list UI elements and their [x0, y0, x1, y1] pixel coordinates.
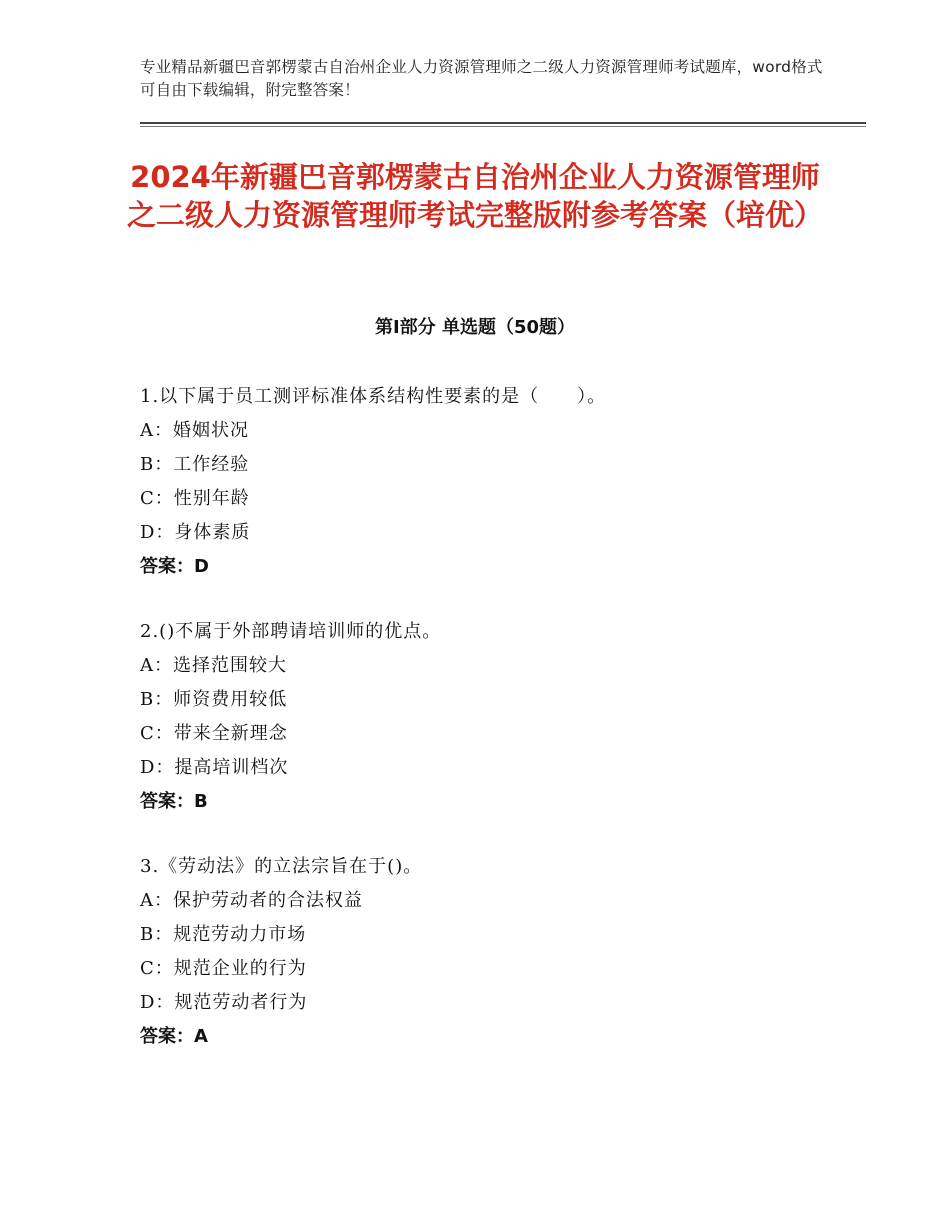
- option-b: B：规范劳动力市场: [140, 924, 307, 945]
- section-title: 第Ⅰ部分 单选题（50题）: [374, 317, 575, 338]
- answer: 答案：D: [140, 556, 209, 577]
- option-c: C：规范企业的行为: [140, 958, 307, 979]
- option-a: A：保护劳动者的合法权益: [140, 890, 363, 911]
- option-a: A：选择范围较大: [140, 655, 287, 676]
- option-d: D：身体素质: [140, 522, 251, 543]
- option-b: B：师资费用较低: [140, 689, 288, 710]
- answer: 答案：A: [140, 1026, 208, 1047]
- question-2: [140, 615, 860, 819]
- option-a: A：婚姻状况: [140, 420, 249, 441]
- option-d: D：规范劳动者行为: [140, 992, 308, 1013]
- question-list: [140, 380, 860, 1085]
- header-note: 专业精品新疆巴音郭楞蒙古自治州企业人力资源管理师之二级人力资源管理师考试题库，word格式可自由下载编辑，附完整答案！: [140, 58, 823, 99]
- question-stem: 2.()不属于外部聘请培训师的优点。: [140, 621, 442, 642]
- question-stem: 3.《劳动法》的立法宗旨在于()。: [140, 856, 423, 877]
- question-1: [140, 380, 860, 584]
- header-divider-thick: [140, 122, 866, 124]
- document-title: 2024年新疆巴音郭楞蒙古自治州企业人力资源管理师之二级人力资源管理师考试完整版附参考答案（培优）: [126, 160, 823, 232]
- option-b: B：工作经验: [140, 454, 250, 475]
- option-d: D：提高培训档次: [140, 757, 289, 778]
- question-stem: 1.以下属于员工测评标准体系结构性要素的是（ ）。: [140, 386, 607, 407]
- option-c: C：性别年龄: [140, 488, 250, 509]
- option-c: C：带来全新理念: [140, 723, 288, 744]
- header-divider-thin: [140, 126, 866, 127]
- answer: 答案：B: [140, 791, 208, 812]
- question-3: [140, 850, 860, 1054]
